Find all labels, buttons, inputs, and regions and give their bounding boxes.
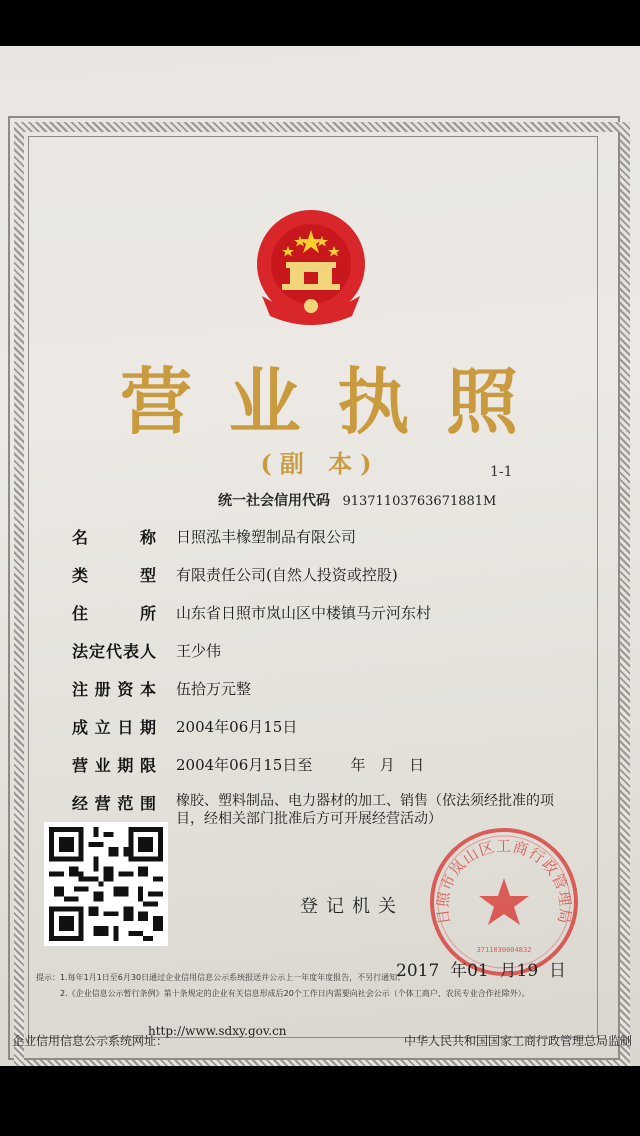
field-establishment-date <box>72 716 572 740</box>
footer-url: http://www.sdxy.gov.cn <box>148 1024 287 1038</box>
license-paper <box>0 46 640 1066</box>
field-label: 营 业 期 限 <box>72 756 156 775</box>
field-value: 山东省日照市岚山区中楼镇马亓河东村 <box>176 604 432 622</box>
field-label: 经 营 范 围 <box>72 794 156 813</box>
title-char: 执 <box>337 359 412 444</box>
field-value: 有限责任公司(自然人投资或控股) <box>176 566 398 584</box>
field-name <box>72 526 572 550</box>
page-title <box>120 354 520 444</box>
credit-code-label: 统一社会信用代码 <box>218 493 330 509</box>
registration-authority: 登记机关 <box>300 896 404 917</box>
field-registered-capital <box>72 678 572 702</box>
field-label: 住 所 <box>72 604 156 623</box>
title-char: 照 <box>445 359 520 444</box>
svg-text:3711030004832: 3711030004832 <box>476 946 532 954</box>
notes <box>36 970 606 1002</box>
field-label: 成 立 日 期 <box>72 718 156 737</box>
field-label: 名 称 <box>72 528 156 547</box>
field-value: 日照泓丰橡塑制品有限公司 <box>176 528 357 546</box>
field-type <box>72 564 572 588</box>
field-value: 伍拾万元整 <box>176 680 252 698</box>
copy-number: 1-1 <box>490 464 513 480</box>
svg-text:日照市岚山区工商行政管理局: 日照市岚山区工商行政管理局 <box>433 837 575 926</box>
subtitle: (副 本) <box>260 449 380 478</box>
note-line: 提示：1.每年1月1日至6月30日通过企业信用信息公示系统报送并公示上一年度年度报告，不另行通知； <box>36 973 406 982</box>
field-legal-representative <box>72 640 572 664</box>
field-label: 类 型 <box>72 566 156 585</box>
field-label: 注 册 资 本 <box>72 680 156 699</box>
field-label: 法 定 代 表 人 <box>72 642 156 661</box>
field-value: 橡胶、塑料制品、电力器材的加工、销售（依法须经批准的项目，经相关部门批准后方可开展经营活动） <box>176 793 554 827</box>
qr-code-icon <box>44 822 168 946</box>
note-line: 2.《企业信息公示暂行条例》第十条规定的企业有关信息形成后20个工作日内需要向社会公示（个体工商户、农民专业合作社除外）。 <box>60 989 530 998</box>
field-business-term <box>72 754 572 778</box>
title-char: 营 <box>120 359 195 444</box>
license-fields <box>72 526 572 842</box>
footer-label: 企业信用信息公示系统网址： <box>12 1034 169 1048</box>
credit-code-value: 91371103763671881M <box>342 494 497 509</box>
footer <box>0 1024 640 1048</box>
field-value: 2004年06月15日至 年 月 日 <box>176 756 425 774</box>
field-address <box>72 602 572 626</box>
field-value: 2004年06月15日 <box>176 718 298 736</box>
field-value: 王少伟 <box>176 642 222 660</box>
credit-code-row <box>218 490 496 510</box>
issue-date: 2017 年01 月19 日 <box>396 961 566 981</box>
national-emblem-icon <box>252 206 370 334</box>
title-char: 业 <box>228 359 303 444</box>
footer-right: 中华人民共和国国家工商行政管理总局监制 <box>403 1034 632 1048</box>
